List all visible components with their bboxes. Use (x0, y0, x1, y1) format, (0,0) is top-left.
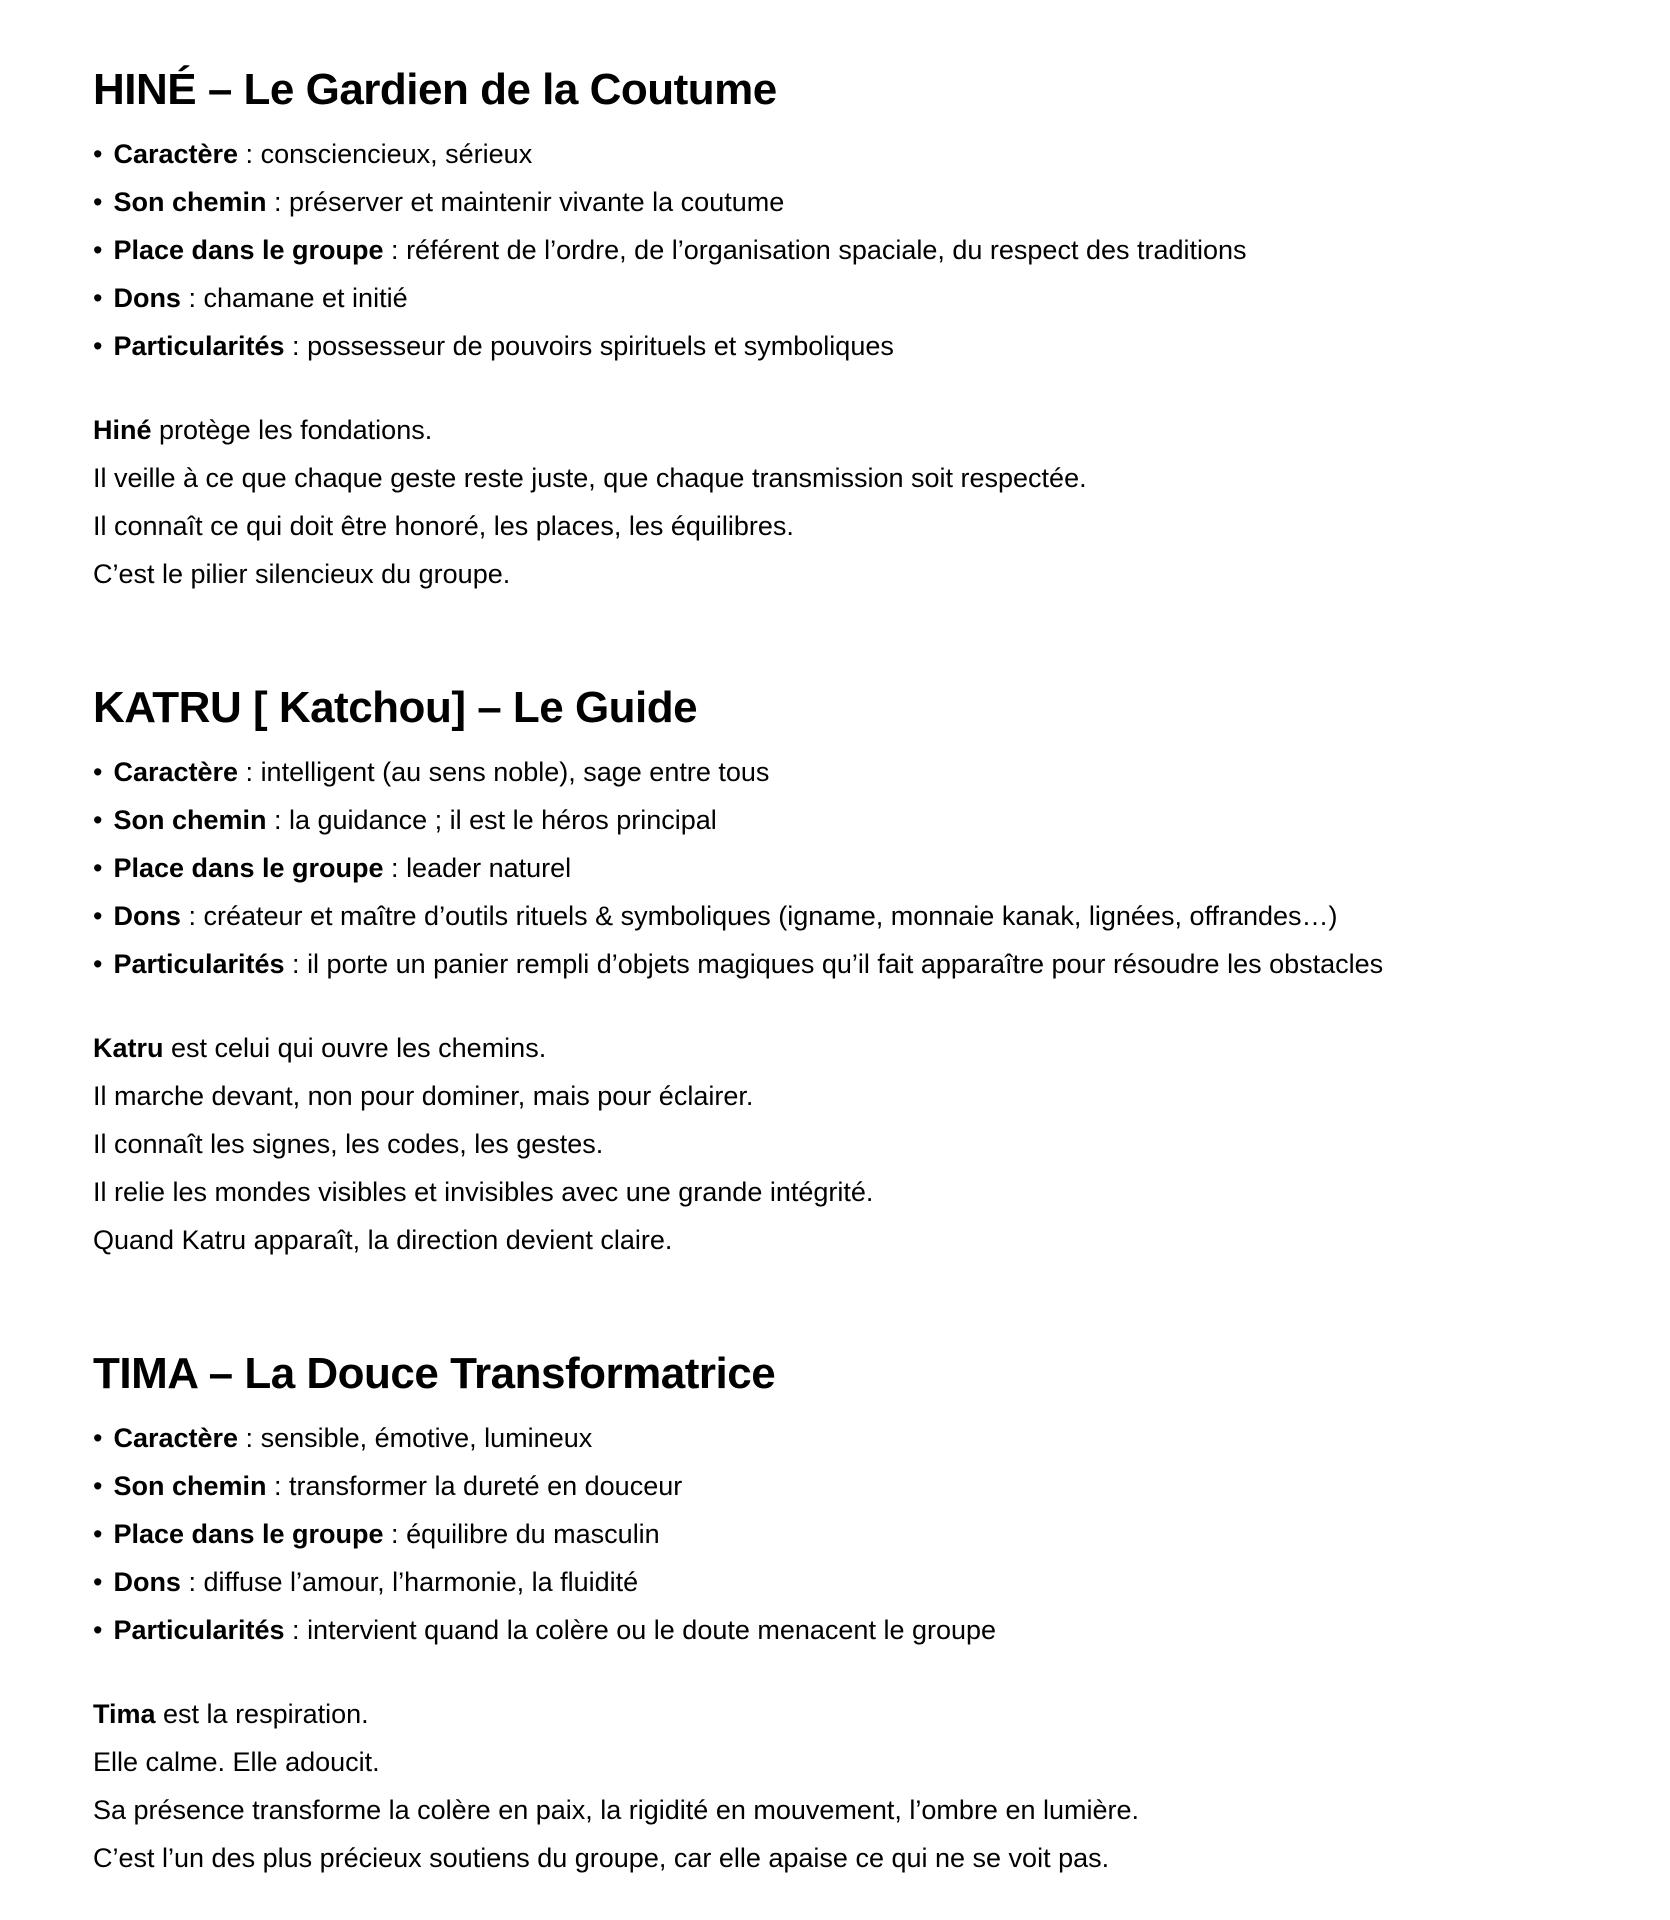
paragraph-line (93, 1834, 1630, 1882)
trait-list (93, 1414, 1630, 1654)
bullet-glyph: • (93, 853, 103, 883)
trait-separator: : (383, 235, 407, 265)
paragraph-line (93, 1690, 1630, 1738)
trait-item (93, 1414, 1630, 1462)
trait-value: la guidance ; il est le héros principal (289, 805, 717, 835)
bullet-glyph: • (93, 949, 103, 979)
trait-separator: : (266, 1471, 289, 1501)
trait-separator: : (238, 139, 261, 169)
trait-separator: : (238, 757, 261, 787)
trait-label: Particularités (113, 331, 285, 361)
bullet-glyph: • (93, 235, 103, 265)
trait-list (93, 130, 1630, 370)
paragraph-line (93, 454, 1630, 502)
trait-item (93, 178, 1630, 226)
bullet-glyph: • (93, 1519, 103, 1549)
paragraph-line (93, 406, 1630, 454)
trait-separator: : (180, 283, 204, 313)
trait-separator: : (180, 901, 204, 931)
paragraph-text: Sa présence transforme la colère en paix, la rigidité en mouvement, l’ombre en lumière. (93, 1795, 1140, 1825)
trait-label: Particularités (113, 1615, 285, 1645)
trait-separator: : (284, 949, 308, 979)
trait-value: possesseur de pouvoirs spirituels et symboliques (307, 331, 894, 361)
trait-item (93, 892, 1630, 940)
trait-value: chamane et initié (203, 283, 408, 313)
section-title: KATRU [ Katchou] – Le Guide (93, 683, 698, 732)
trait-label: Place dans le groupe (113, 853, 384, 883)
bullet-glyph: • (93, 139, 103, 169)
paragraph-text: protège les fondations. (151, 415, 433, 445)
paragraph-line (93, 1120, 1630, 1168)
trait-label: Place dans le groupe (113, 235, 384, 265)
bullet-glyph: • (93, 901, 103, 931)
trait-item (93, 1462, 1630, 1510)
trait-separator: : (238, 1423, 261, 1453)
trait-item (93, 1606, 1630, 1654)
trait-value: il porte un panier rempli d’objets magiques qu’il fait apparaître pour résoudre les obstacles (307, 949, 1384, 979)
section-tima (93, 1348, 1630, 1882)
paragraph-line (93, 1216, 1630, 1264)
paragraph-line (93, 1168, 1630, 1216)
trait-label: Dons (113, 901, 181, 931)
trait-value: intervient quand la colère ou le doute menacent le groupe (307, 1615, 997, 1645)
trait-separator: : (383, 853, 407, 883)
trait-list (93, 748, 1630, 988)
trait-value: intelligent (au sens noble), sage entre tous (260, 757, 770, 787)
section-title: TIMA – La Douce Transformatrice (93, 1349, 776, 1398)
section-paragraph (93, 1690, 1630, 1882)
section-title: HINÉ – Le Gardien de la Coutume (93, 65, 777, 114)
paragraph-text: Il veille à ce que chaque geste reste juste, que chaque transmission soit respectée. (93, 463, 1087, 493)
trait-value: transformer la dureté en douceur (289, 1471, 683, 1501)
trait-value: consciencieux, sérieux (260, 139, 533, 169)
paragraph-lead: Hiné (93, 415, 152, 445)
section-paragraph (93, 1024, 1630, 1264)
paragraph-text: Il connaît ce qui doit être honoré, les places, les équilibres. (93, 511, 794, 541)
bullet-glyph: • (93, 331, 103, 361)
bullet-glyph: • (93, 1423, 103, 1453)
trait-value: référent de l’ordre, de l’organisation spaciale, du respect des traditions (406, 235, 1247, 265)
trait-item (93, 1558, 1630, 1606)
trait-label: Son chemin (113, 187, 267, 217)
trait-item (93, 940, 1630, 988)
paragraph-lead: Katru (93, 1033, 164, 1063)
trait-value: sensible, émotive, lumineux (260, 1423, 593, 1453)
bullet-glyph: • (93, 1471, 103, 1501)
paragraph-line (93, 1738, 1630, 1786)
paragraph-line (93, 502, 1630, 550)
paragraph-line (93, 550, 1630, 598)
paragraph-text: C’est l’un des plus précieux soutiens du groupe, car elle apaise ce qui ne se voit pas. (93, 1843, 1110, 1873)
trait-separator: : (266, 805, 289, 835)
trait-label: Place dans le groupe (113, 1519, 384, 1549)
trait-label: Son chemin (113, 1471, 267, 1501)
trait-separator: : (284, 331, 308, 361)
trait-value: leader naturel (406, 853, 572, 883)
bullet-glyph: • (93, 757, 103, 787)
trait-item (93, 844, 1630, 892)
trait-separator: : (284, 1615, 308, 1645)
bullet-glyph: • (93, 283, 103, 313)
trait-label: Dons (113, 283, 181, 313)
bullet-glyph: • (93, 187, 103, 217)
section-hine (93, 64, 1630, 598)
trait-label: Son chemin (113, 805, 267, 835)
paragraph-text: Il connaît les signes, les codes, les gestes. (93, 1129, 604, 1159)
trait-item (93, 748, 1630, 796)
trait-value: préserver et maintenir vivante la coutume (289, 187, 785, 217)
bullet-glyph: • (93, 1567, 103, 1597)
trait-item (93, 130, 1630, 178)
paragraph-line (93, 1786, 1630, 1834)
trait-separator: : (266, 187, 289, 217)
section-paragraph (93, 406, 1630, 598)
paragraph-text: C’est le pilier silencieux du groupe. (93, 559, 511, 589)
paragraph-line (93, 1072, 1630, 1120)
trait-value: équilibre du masculin (406, 1519, 660, 1549)
trait-item (93, 322, 1630, 370)
paragraph-text: est celui qui ouvre les chemins. (163, 1033, 547, 1063)
paragraph-lead: Tima (93, 1699, 156, 1729)
trait-item (93, 226, 1630, 274)
trait-value: créateur et maître d’outils rituels & symboliques (igname, monnaie kanak, lignées, offrandes…) (203, 901, 1338, 931)
paragraph-text: Elle calme. Elle adoucit. (93, 1747, 380, 1777)
trait-label: Caractère (113, 757, 239, 787)
paragraph-text: est la respiration. (155, 1699, 369, 1729)
trait-label: Caractère (113, 1423, 239, 1453)
trait-separator: : (383, 1519, 407, 1549)
trait-item (93, 796, 1630, 844)
paragraph-text: Quand Katru apparaît, la direction devient claire. (93, 1225, 673, 1255)
bullet-glyph: • (93, 1615, 103, 1645)
trait-label: Particularités (113, 949, 285, 979)
trait-item (93, 1510, 1630, 1558)
trait-value: diffuse l’amour, l’harmonie, la fluidité (203, 1567, 639, 1597)
section-katru (93, 682, 1630, 1264)
paragraph-text: Il marche devant, non pour dominer, mais pour éclairer. (93, 1081, 754, 1111)
trait-separator: : (180, 1567, 204, 1597)
bullet-glyph: • (93, 805, 103, 835)
trait-label: Caractère (113, 139, 239, 169)
paragraph-line (93, 1024, 1630, 1072)
paragraph-text: Il relie les mondes visibles et invisibles avec une grande intégrité. (93, 1177, 874, 1207)
trait-item (93, 274, 1630, 322)
trait-label: Dons (113, 1567, 181, 1597)
